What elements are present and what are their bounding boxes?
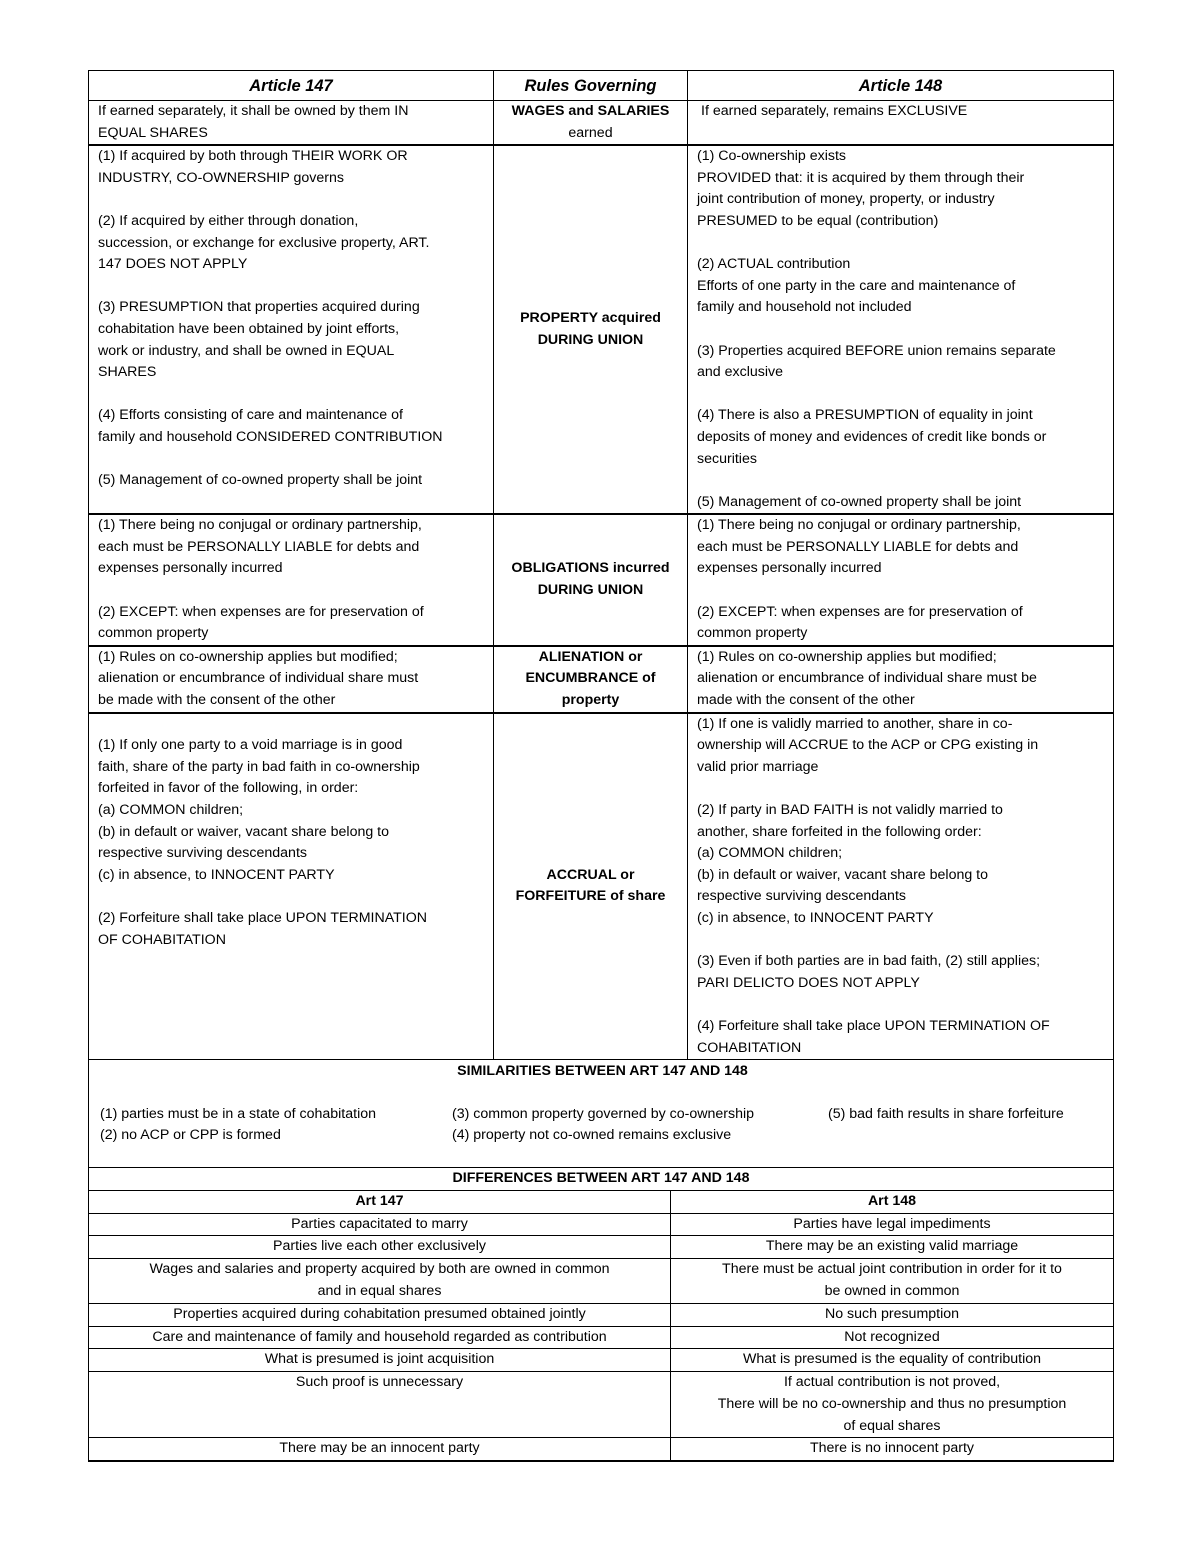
differences-header-147: Art 147 xyxy=(89,1190,671,1213)
text-line: respective surviving descendants xyxy=(697,888,906,905)
art147-wages xyxy=(89,101,494,146)
text-line: (2) If party in BAD FAITH is not validly married to xyxy=(697,802,1003,818)
row-accrual xyxy=(89,713,1114,1060)
text-line: made with the consent of the other xyxy=(697,692,915,709)
text-line: (5) Management of co-owned property shall be joint xyxy=(697,493,1022,510)
text-line: (1) If acquired by both through THEIR WORK OR xyxy=(98,148,408,165)
differences-row xyxy=(89,1326,1114,1349)
text-line: and exclusive xyxy=(697,364,783,381)
text-line: common property xyxy=(98,625,209,642)
header-rules-governing: Rules Governing xyxy=(494,71,688,101)
text-line: Care and maintenance of family and household regarded as contribution xyxy=(152,1328,607,1345)
text-line: (1) Co-ownership exists xyxy=(697,148,847,165)
text-line: OF COHABITATION xyxy=(98,931,226,948)
text-line: (b) in default or waiver, vacant share belong to xyxy=(697,866,989,883)
blank-line xyxy=(98,714,487,736)
text-line: (2) ACTUAL contribution xyxy=(697,256,851,273)
text-line: (b) in default or waiver, vacant share belong to xyxy=(98,823,390,840)
text-line: (1) Rules on co-ownership applies but modified; xyxy=(697,648,997,665)
text-line: Properties acquired during cohabitation presumed obtained jointly xyxy=(173,1305,586,1322)
similarities-col-2 xyxy=(452,1104,792,1147)
differences-header-row xyxy=(89,1190,1114,1213)
text-line: (2) If acquired by either through donation, xyxy=(98,212,359,229)
text-line: (4) Efforts consisting of care and maintenance of xyxy=(98,407,403,424)
text-line: Such proof is unnecessary xyxy=(295,1374,464,1391)
text-line: If earned separately, it shall be owned by them IN xyxy=(98,103,409,119)
text-line: (4) There is also a PRESUMPTION of equality in joint xyxy=(697,407,1033,424)
difference-art148 xyxy=(671,1349,1114,1372)
art148-wages xyxy=(688,101,1114,146)
text-line: Parties have legal impediments xyxy=(793,1215,991,1232)
blank-line xyxy=(98,580,487,602)
text-line: Parties capacitated to marry xyxy=(291,1215,468,1232)
text-line: be owned in common xyxy=(824,1282,960,1299)
difference-art147 xyxy=(89,1236,671,1259)
difference-art148 xyxy=(671,1326,1114,1349)
text-line: Not recognized xyxy=(844,1328,940,1345)
text-line: ownership will ACCRUE to the ACP or CPG existing in xyxy=(697,737,1039,754)
text-line: PARI DELICTO DOES NOT APPLY xyxy=(697,974,920,991)
blank-line xyxy=(98,384,487,406)
difference-art147 xyxy=(89,1326,671,1349)
text-line: (2) EXCEPT: when expenses are for preservation of xyxy=(98,603,424,620)
differences-header-148: Art 148 xyxy=(671,1190,1114,1213)
text-line: respective surviving descendants xyxy=(98,845,307,862)
text-line: There may be an existing valid marriage xyxy=(765,1238,1019,1255)
text-line: There will be no co-ownership and thus no presumption xyxy=(717,1395,1067,1412)
text-line: 147 DOES NOT APPLY xyxy=(98,256,248,273)
blank-line xyxy=(98,449,487,471)
header-row xyxy=(89,71,1114,101)
text-line: There must be actual joint contribution in order for it to xyxy=(722,1261,1062,1278)
text-line: What is presumed is the equality of contribution xyxy=(742,1351,1042,1368)
similarity-item: (3) common property governed by co-ownership xyxy=(452,1105,755,1122)
text-line: valid prior marriage xyxy=(697,758,819,775)
text-line: earned xyxy=(568,124,613,141)
text-line: (1) There being no conjugal or ordinary partnership, xyxy=(98,517,422,534)
text-line: each must be PERSONALLY LIABLE for debts and xyxy=(697,538,1019,555)
text-line: Parties live each other exclusively xyxy=(273,1238,486,1255)
text-line: (5) Management of co-owned property shall be joint xyxy=(98,472,423,489)
text-line: expenses personally incurred xyxy=(98,560,283,577)
similarities-col-1 xyxy=(100,1104,416,1147)
row-obligations xyxy=(89,514,1114,646)
text-line: family and household CONSIDERED CONTRIBUTION xyxy=(98,428,443,445)
text-line: OBLIGATIONS incurred xyxy=(511,560,670,577)
difference-art147 xyxy=(89,1303,671,1326)
art148-obligations xyxy=(688,514,1114,646)
text-line: ACCRUAL or xyxy=(546,866,635,883)
differences-row xyxy=(89,1438,1114,1461)
blank-line xyxy=(697,319,1107,341)
rule-accrual xyxy=(494,713,688,1060)
differences-row xyxy=(89,1349,1114,1372)
art147-property xyxy=(89,145,494,514)
text-line: alienation or encumbrance of individual share must xyxy=(98,670,419,687)
text-line: forfeited in favor of the following, in order: xyxy=(98,780,359,797)
text-line: another, share forfeited in the following order: xyxy=(697,823,982,840)
blank-line xyxy=(98,886,487,908)
text-line: alienation or encumbrance of individual share must be xyxy=(697,670,1037,687)
text-line: WAGES and SALARIES xyxy=(511,103,670,119)
header-article-147: Article 147 xyxy=(89,71,494,101)
document-page xyxy=(88,70,1113,1462)
text-line: be made with the consent of the other xyxy=(98,692,336,709)
similarity-item: (4) property not co-owned remains exclusive xyxy=(452,1127,732,1144)
text-line: (c) in absence, to INNOCENT PARTY xyxy=(98,866,335,883)
text-line: Efforts of one party in the care and maintenance of xyxy=(697,277,1016,294)
similarities-title: SIMILARITIES BETWEEN ART 147 AND 148 xyxy=(457,1063,748,1080)
text-line: DURING UNION xyxy=(537,582,644,599)
rule-obligations xyxy=(494,514,688,646)
text-line: expenses personally incurred xyxy=(697,560,882,577)
blank-line xyxy=(697,384,1107,406)
difference-art148 xyxy=(671,1236,1114,1259)
text-line: (2) EXCEPT: when expenses are for preservation of xyxy=(697,603,1023,620)
header-article-148: Article 148 xyxy=(688,71,1114,101)
text-line: work or industry, and shall be owned in EQUAL xyxy=(98,342,395,359)
text-line: (1) If one is validly married to another, share in co- xyxy=(697,715,1013,732)
row-alienation xyxy=(89,646,1114,713)
blank-line xyxy=(98,276,487,298)
art148-property xyxy=(688,145,1114,514)
blank-line xyxy=(697,994,1107,1016)
row-wages xyxy=(89,101,1114,146)
row-property xyxy=(89,145,1114,514)
text-line: (3) PRESUMPTION that properties acquired during xyxy=(98,299,420,316)
row-similarities xyxy=(89,1060,1114,1168)
art147-obligations xyxy=(89,514,494,646)
differences-row xyxy=(89,1213,1114,1236)
text-line: succession, or exchange for exclusive property, ART. xyxy=(98,234,430,251)
differences-row xyxy=(89,1303,1114,1326)
difference-art148 xyxy=(671,1372,1114,1438)
text-line: and in equal shares xyxy=(317,1282,442,1299)
differences-table xyxy=(88,1190,1114,1463)
similarities-col-3 xyxy=(828,1104,1064,1147)
rule-property xyxy=(494,145,688,514)
text-line: faith, share of the party in bad faith in co-ownership xyxy=(98,758,420,775)
text-line: property xyxy=(561,692,620,709)
differences-row xyxy=(89,1236,1114,1259)
row-differences-title xyxy=(89,1168,1114,1190)
art148-accrual xyxy=(688,713,1114,1060)
differences-row xyxy=(89,1259,1114,1304)
similarity-item: (1) parties must be in a state of cohabitation xyxy=(100,1105,377,1122)
similarity-item: (2) no ACP or CPP is formed xyxy=(100,1127,281,1144)
text-line: ALIENATION or xyxy=(538,648,643,665)
difference-art148 xyxy=(671,1438,1114,1461)
rule-alienation xyxy=(494,646,688,713)
text-line: joint contribution of money, property, or industry xyxy=(697,191,995,208)
text-line: Wages and salaries and property acquired by both are owned in common xyxy=(149,1261,610,1278)
text-line: SHARES xyxy=(98,364,157,381)
text-line: No such presumption xyxy=(824,1305,960,1322)
text-line: PROVIDED that: it is acquired by them through their xyxy=(697,169,1025,186)
text-line: PRESUMED to be equal (contribution) xyxy=(697,212,939,229)
text-line: (2) Forfeiture shall take place UPON TERMINATION xyxy=(98,909,428,926)
text-line: If earned separately, remains EXCLUSIVE xyxy=(701,103,968,119)
difference-art147 xyxy=(89,1372,671,1438)
text-line: (a) COMMON children; xyxy=(98,802,244,818)
blank-line xyxy=(697,470,1107,492)
art148-alienation xyxy=(688,646,1114,713)
text-line: (4) Forfeiture shall take place UPON TERMINATION OF xyxy=(697,1017,1050,1034)
text-line: FORFEITURE of share xyxy=(515,888,666,905)
text-line: (a) COMMON children; xyxy=(697,845,843,862)
difference-art148 xyxy=(671,1213,1114,1236)
text-line: (1) There being no conjugal or ordinary partnership, xyxy=(697,517,1021,534)
difference-art147 xyxy=(89,1259,671,1304)
text-line: (3) Properties acquired BEFORE union remains separate xyxy=(697,342,1056,359)
text-line: There may be an innocent party xyxy=(279,1440,480,1457)
text-line: There is no innocent party xyxy=(809,1440,975,1457)
blank-line xyxy=(697,930,1107,952)
text-line: deposits of money and evidences of credit like bonds or xyxy=(697,428,1047,445)
text-line: DURING UNION xyxy=(537,331,644,348)
comparison-table xyxy=(88,70,1114,1190)
text-line: (3) Even if both parties are in bad faith, (2) still applies; xyxy=(697,953,1041,970)
art147-accrual xyxy=(89,713,494,1060)
difference-art148 xyxy=(671,1303,1114,1326)
differences-title: DIFFERENCES BETWEEN ART 147 AND 148 xyxy=(89,1168,1114,1190)
blank-line xyxy=(697,778,1107,800)
blank-line xyxy=(697,580,1107,602)
text-line: (1) If only one party to a void marriage is in good xyxy=(98,737,403,754)
difference-art147 xyxy=(89,1438,671,1461)
blank-line xyxy=(697,233,1107,255)
text-line: (1) Rules on co-ownership applies but modified; xyxy=(98,648,398,665)
similarities-section xyxy=(89,1060,1114,1168)
text-line: cohabitation have been obtained by joint efforts, xyxy=(98,320,400,337)
text-line: of equal shares xyxy=(843,1417,941,1434)
text-line: PROPERTY acquired xyxy=(520,310,661,327)
text-line: common property xyxy=(697,625,808,642)
similarities-columns xyxy=(98,1104,1107,1147)
difference-art147 xyxy=(89,1349,671,1372)
text-line: securities xyxy=(697,450,757,467)
text-line: EQUAL SHARES xyxy=(98,124,208,141)
text-line: ENCUMBRANCE of xyxy=(525,670,656,687)
difference-art148 xyxy=(671,1259,1114,1304)
art147-alienation xyxy=(89,646,494,713)
differences-row xyxy=(89,1372,1114,1438)
text-line: COHABITATION xyxy=(697,1039,802,1056)
rule-wages xyxy=(494,101,688,146)
difference-art147 xyxy=(89,1213,671,1236)
blank-line xyxy=(98,189,487,211)
text-line: (c) in absence, to INNOCENT PARTY xyxy=(697,909,934,926)
text-line: family and household not included xyxy=(697,299,912,316)
text-line: What is presumed is joint acquisition xyxy=(264,1351,495,1368)
similarity-item: (5) bad faith results in share forfeiture xyxy=(828,1105,1064,1122)
text-line: INDUSTRY, CO-OWNERSHIP governs xyxy=(98,169,344,186)
text-line: If actual contribution is not proved, xyxy=(783,1374,1001,1391)
text-line: each must be PERSONALLY LIABLE for debts and xyxy=(98,538,420,555)
